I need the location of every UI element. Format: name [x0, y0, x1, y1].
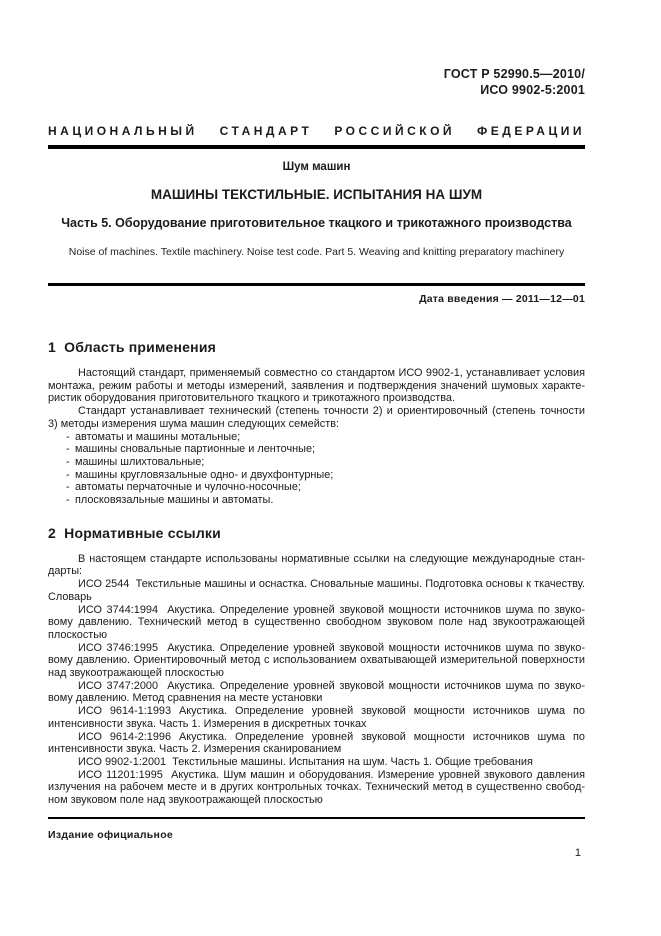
- list-item: - машины сновальные партионные и ленточные;: [48, 443, 585, 456]
- title-part: Часть 5. Оборудование приготовительное ткацкого и трикотажного производства: [61, 215, 572, 230]
- header-rule: [48, 145, 585, 149]
- title-group: Шум машин: [282, 161, 351, 173]
- footer-rule: [48, 817, 585, 819]
- paragraph: ИСО 9902-1:2001 Текстильные машины. Испытания на шум. Часть 1. Общие требования: [78, 755, 533, 768]
- document-body: [48, 339, 585, 807]
- effective-date: Дата введения — 2011—12—01: [419, 293, 585, 305]
- list-item: - автоматы и машины мотальные;: [48, 431, 585, 444]
- paragraph: ИСО 9614-1:1993 Акустика. Определение уровней звуковой мощности источников шума по интенсивности звука. Часть 1. Измерения в дискретных точках: [48, 705, 585, 730]
- paragraph: ИСО 9614-2:1996 Акустика. Определение уровней звуковой мощности источников шума по интенсивности звука. Часть 2. Измерения сканированием: [48, 730, 585, 756]
- paragraph: В настоящем стандарте использованы нормативные ссылки на следующие международные стандарты:: [48, 552, 585, 578]
- federation-banner: НАЦИОНАЛЬНЫЙ СТАНДАРТ РОССИЙСКОЙ ФЕДЕРАЦИИ: [48, 124, 585, 138]
- doc-number-line2: ИСО 9902-5:2001: [480, 83, 585, 97]
- doc-number: [48, 66, 585, 98]
- title-main: МАШИНЫ ТЕКСТИЛЬНЫЕ. ИСПЫТАНИЯ НА ШУМ: [150, 187, 483, 202]
- section-heading: 1 Область применения: [48, 339, 217, 355]
- paragraph: Стандарт устанавливает технический (степень точности 2) и ориентировочный (степень точности 3) методы измерения шума машин следующих семейств:: [48, 405, 585, 430]
- list-item: - машины кругловязальные одно- и двухфонтурные;: [48, 469, 585, 482]
- paragraph: ИСО 3744:1994 Акустика. Определение уровней звуковой мощности источников шума по звуковому давлению. Технический метод в существенно свободном звуковом поле над звукоотражающей плоскостью: [48, 603, 585, 641]
- doc-number-line1: ГОСТ Р 52990.5—2010/: [443, 67, 585, 81]
- date-rule: [48, 283, 585, 286]
- list-item: - плосковязальные машины и автоматы.: [48, 494, 585, 507]
- paragraph: Настоящий стандарт, применяемый совместно со стандартом ИСО 9902-1, устанавливает условия монтажа, режим работы и методы измерений, заявления и подтверждения значений шумовых характеристик оборудования приготовительного ткацкого и трикотажного производства.: [48, 367, 585, 405]
- page-number: 1: [574, 847, 581, 859]
- paragraph: ИСО 3746:1995 Акустика. Определение уровней звуковой мощности источников шума по звуковому давлению. Ориентировочный метод с использованием охватывающей измерительной поверхности над звукоотражающей плоскостью: [48, 641, 585, 680]
- list-item: - машины шлихтовальные;: [48, 456, 585, 469]
- paragraph: ИСО 2544 Текстильные машины и оснастка. Сновальные машины. Подготовка основы к ткачеству. Словарь: [48, 578, 585, 603]
- list-item: - автоматы перчаточные и чулочно-носочные;: [48, 481, 585, 494]
- section-heading: 2 Нормативные ссылки: [48, 524, 221, 541]
- title-english: Noise of machines. Textile machinery. Noise test code. Part 5. Weaving and knitting preparatory machinery: [68, 246, 565, 258]
- paragraph: ИСО 3747:2000 Акустика. Определение уровней звуковой мощности источников шума по звуковому давлению. Метод сравнения на месте установки: [48, 679, 585, 705]
- edition-note: Издание официальное: [48, 829, 174, 841]
- paragraph: ИСО 11201:1995 Акустика. Шум машин и оборудования. Измерение уровней звукового давления излучения на рабочем месте и в других контрольных точках. Технический метод в существенно свободном звуковом поле над звукоотражающей плоскостью: [48, 768, 585, 807]
